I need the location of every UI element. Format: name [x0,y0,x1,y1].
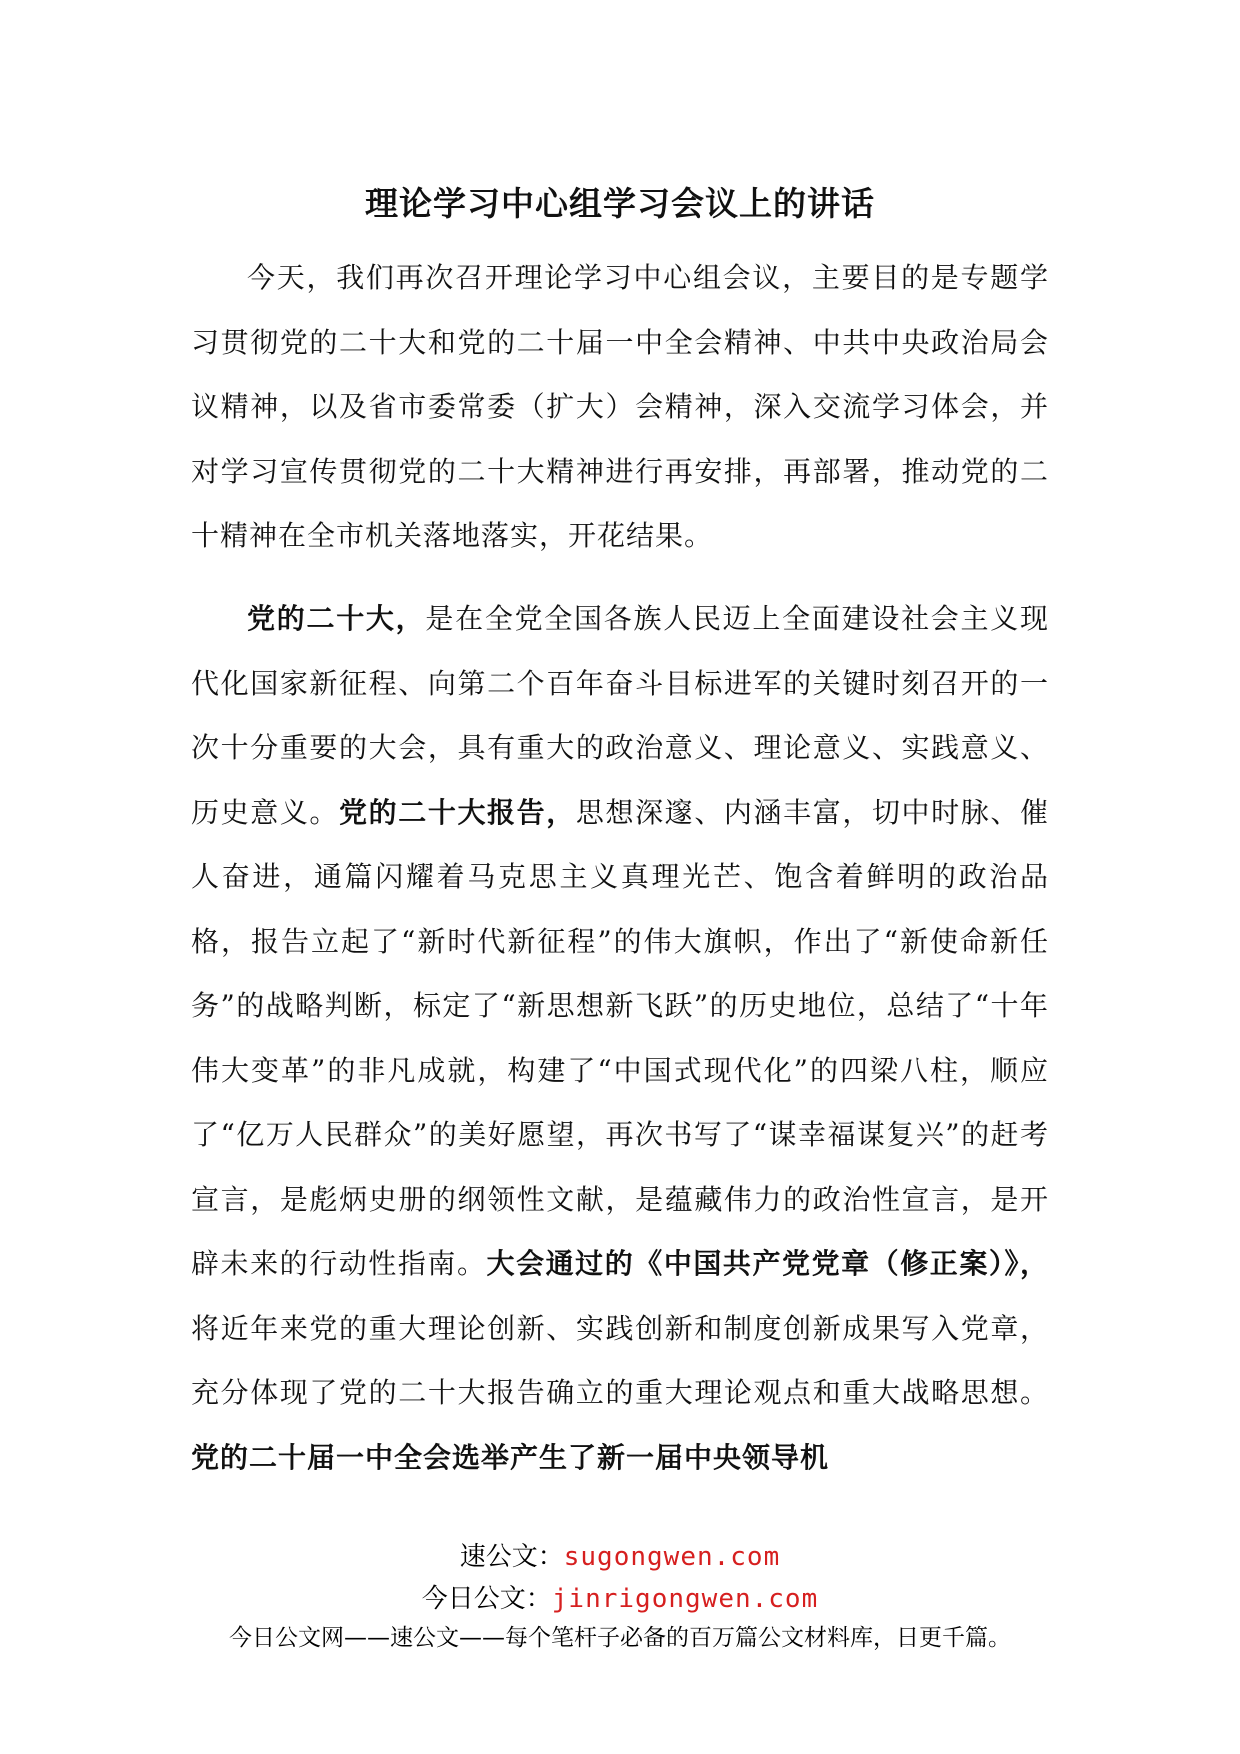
paragraph-2 [191,587,1049,1490]
bold-phrase-plenary-session: 党的二十届一中全会选举产生了新一届中央领导机 [191,1440,830,1474]
footer-slogan: 今日公文网——速公文——每个笔杆子必备的百万篇公文材料库，日更千篇。 [229,1625,1011,1651]
bold-phrase-party-congress: 党的二十大， [247,602,426,635]
paragraph-1: 今天，我们再次召开理论学习中心组会议，主要目的是专题学习贯彻党的二十大和党的二十届一中全会精神、中共中央政治局会议精神，以及省市委常委（扩大）会精神，深入交流学习体会，并对学习宣传贯彻党的二十大精神进行再安排，再部署，推动党的二十精神在全市机关落地落实，开花结果。 [191,261,1049,552]
footer-line-jinrigongwen [0,1580,1240,1618]
footer-label-sugongwen: 速公文： [459,1542,564,1572]
paragraph-2-text-3: 将近年来党的重大理论创新、实践创新和制度创新成果写入党章，充分体现了党的二十大报告确立的重大理论观点和重大战略思想。 [191,1311,1049,1409]
paragraph-2-text-1: 是在全党全国各族人民迈上全面建设社会主义现代化国家新征程、向第二个百年奋斗目标进军的关键时刻召开的一次十分重要的大会，具有重大的政治意义、理论意义、实践意义、历史意义。 [191,602,1049,829]
footer-link-jinrigongwen[interactable]: jinrigongwen.com [551,1584,819,1614]
bold-phrase-party-constitution: 大会通过的《中国共产党党章（修正案）》， [486,1247,1049,1280]
paragraph-2-text-2: 思想深邃、内涵丰富，切中时脉、催人奋进，通篇闪耀着马克思主义真理光芒、饱含着鲜明的政治品格，报告立起了“新时代新征程”的伟大旗帜，作出了“新使命新任务”的战略判断，标定了“新思想新飞跃”的历史地位，总结了“十年伟大变革”的非凡成就，构建了“中国式现代化”的四梁八柱，顺应了“亿万人民群众”的美好愿望，再次书写了“谋幸福谋复兴”的赶考宣言，是彪炳史册的纲领性文献，是蕴藏伟力的政治性宣言，是开辟未来的行动性指南。 [191,795,1049,1280]
footer-line-sugongwen [0,1538,1240,1576]
footer-label-jinrigongwen: 今日公文： [421,1584,552,1614]
footer-link-sugongwen[interactable]: sugongwen.com [563,1542,781,1572]
document-title: 理论学习中心组学习会议上的讲话 [365,184,875,223]
bold-phrase-congress-report: 党的二十大报告， [339,795,576,829]
